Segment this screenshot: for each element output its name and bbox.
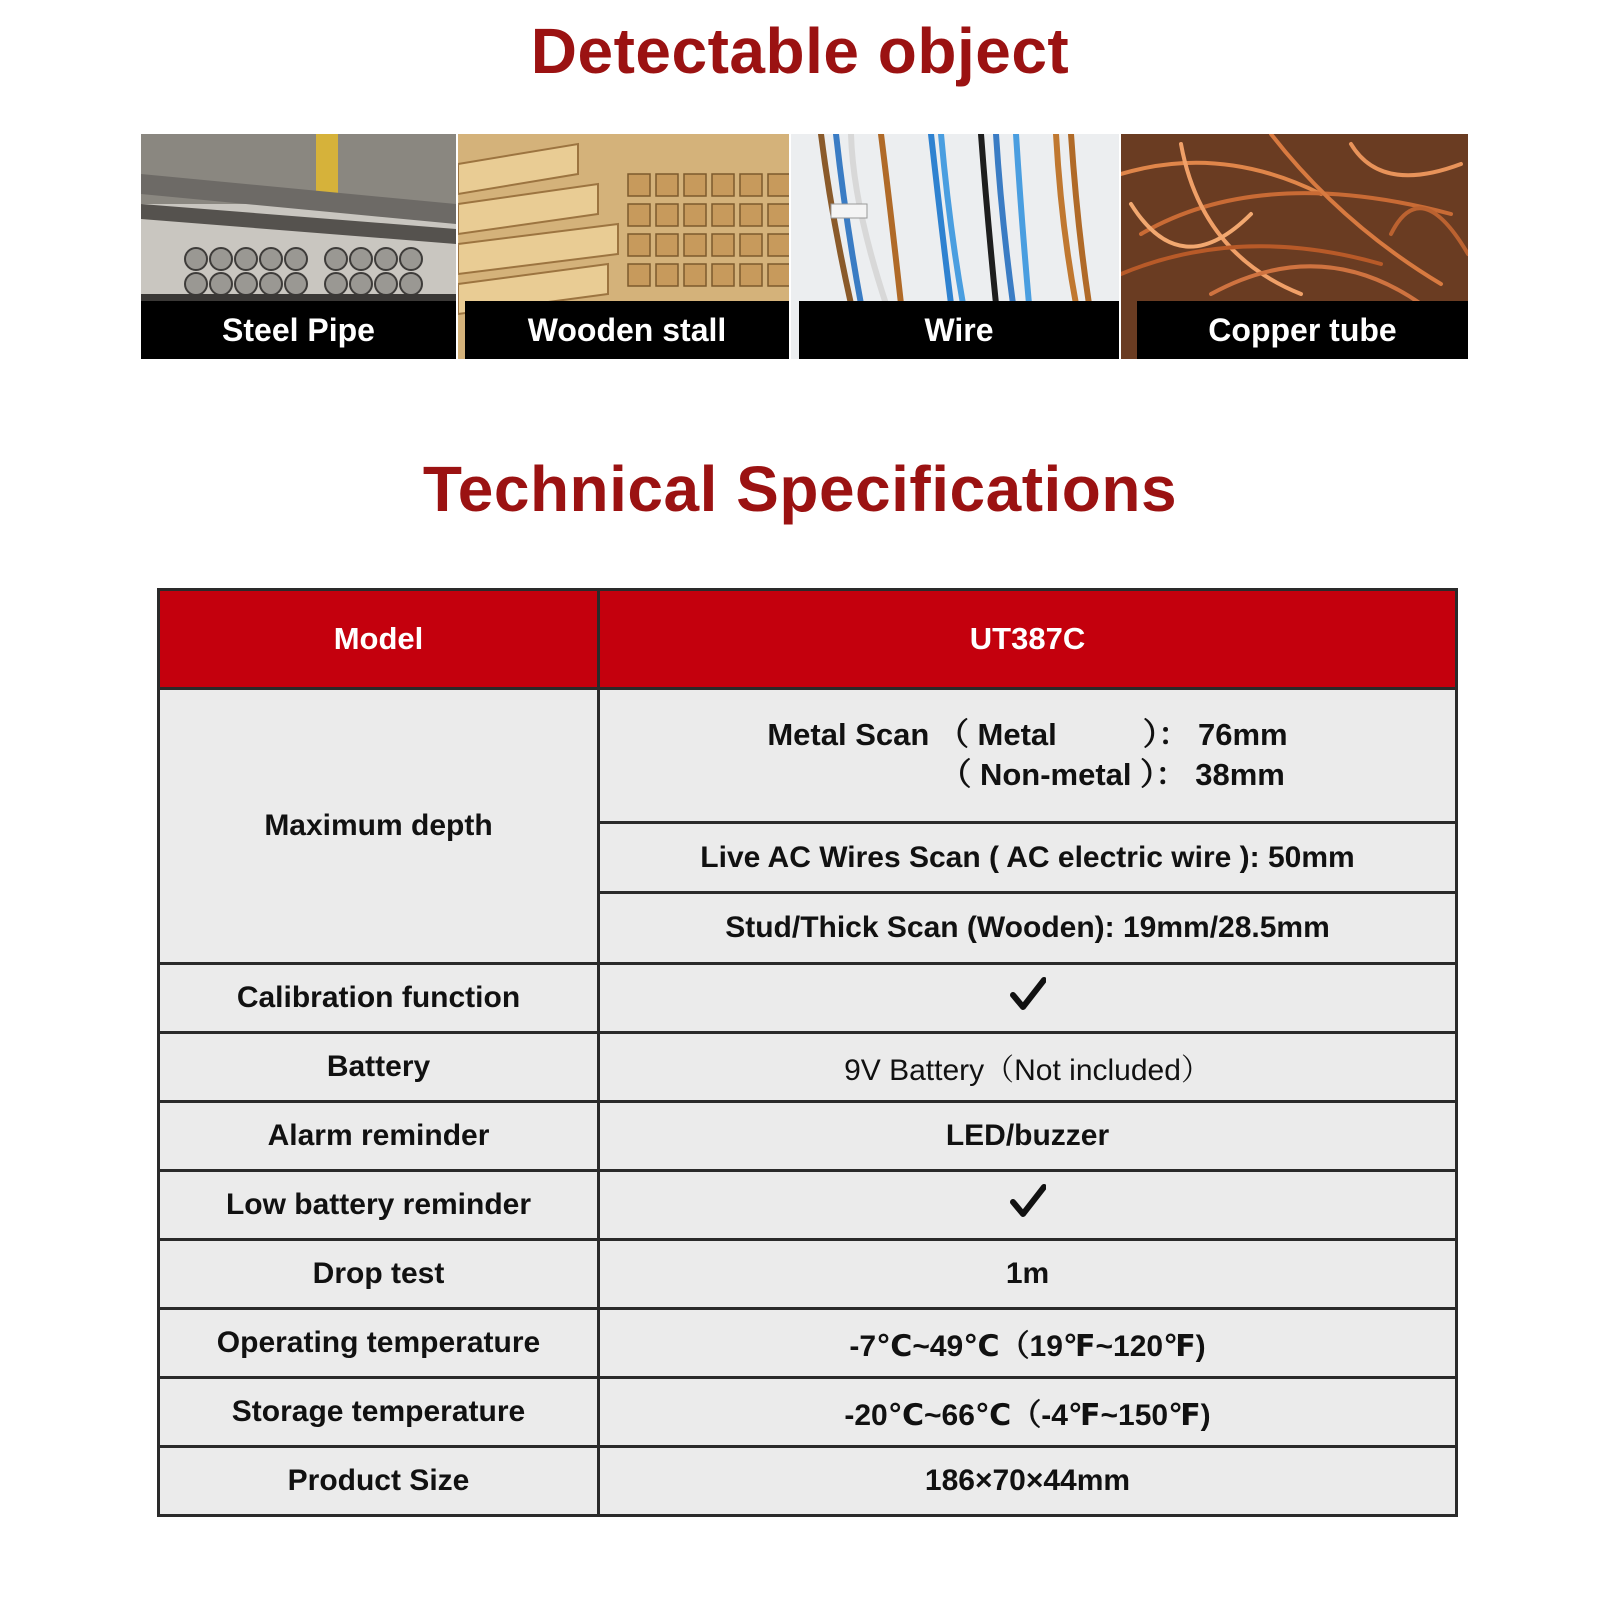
- spec-label: Battery: [159, 1033, 599, 1102]
- live-ac-cell: Live AC Wires Scan ( AC electric wire ): 50mm: [599, 822, 1457, 893]
- tile-steel-pipe: [141, 134, 456, 359]
- table-row: [159, 1240, 1457, 1309]
- spec-value: 1m: [599, 1240, 1457, 1309]
- spec-label: Storage temperature: [159, 1378, 599, 1447]
- spec-label: Alarm reminder: [159, 1102, 599, 1171]
- model-header-label: Model: [159, 590, 599, 689]
- detectable-objects-gallery: [141, 134, 1468, 359]
- caption-wire: Wire: [799, 301, 1119, 359]
- table-row: [159, 1447, 1457, 1516]
- technical-specifications-title: Technical Specifications: [422, 453, 1178, 525]
- spec-value: 9V Battery（Not included）: [599, 1033, 1457, 1102]
- spec-value-check: [599, 1171, 1457, 1240]
- table-row: [159, 1309, 1457, 1378]
- model-header-value: UT387C: [599, 590, 1457, 689]
- spec-label: Operating temperature: [159, 1309, 599, 1378]
- metal-scan-prefix: Metal Scan: [767, 717, 930, 753]
- table-header-row: [159, 590, 1457, 689]
- nonmetal-scan-line: （ Non-metal ）： 38mm: [940, 757, 1285, 793]
- tile-wooden-stall: [458, 134, 789, 359]
- caption-wooden-stall: Wooden stall: [465, 301, 789, 359]
- spec-value: -7℃~49℃（19℉~120℉): [599, 1309, 1457, 1378]
- check-icon: [1010, 977, 1046, 1011]
- table-row: [159, 1102, 1457, 1171]
- spec-value: -20℃~66℃（-4℉~150℉): [599, 1378, 1457, 1447]
- stud-scan-cell: Stud/Thick Scan (Wooden): 19mm/28.5mm: [599, 893, 1457, 964]
- max-depth-label: Maximum depth: [159, 689, 599, 964]
- spec-value: LED/buzzer: [599, 1102, 1457, 1171]
- tile-copper-tube: [1121, 134, 1468, 359]
- tile-wire: [791, 134, 1119, 359]
- spec-value-check: [599, 964, 1457, 1033]
- specifications-table: [157, 588, 1458, 1517]
- spec-label: Drop test: [159, 1240, 599, 1309]
- metal-scan-line: （ Metal ）： 76mm: [937, 717, 1288, 753]
- spec-label: Low battery reminder: [159, 1171, 599, 1240]
- spec-label: Calibration function: [159, 964, 599, 1033]
- table-row: [159, 964, 1457, 1033]
- spec-value: 186×70×44mm: [599, 1447, 1457, 1516]
- table-row: [159, 1171, 1457, 1240]
- table-row: [159, 1378, 1457, 1447]
- table-row: [159, 689, 1457, 823]
- check-icon: [1010, 1184, 1046, 1218]
- detectable-object-title: Detectable object: [530, 15, 1070, 87]
- caption-copper-tube: Copper tube: [1137, 301, 1468, 359]
- spec-label: Product Size: [159, 1447, 599, 1516]
- metal-scan-cell: [599, 689, 1457, 823]
- table-row: [159, 1033, 1457, 1102]
- caption-steel-pipe: Steel Pipe: [141, 301, 456, 359]
